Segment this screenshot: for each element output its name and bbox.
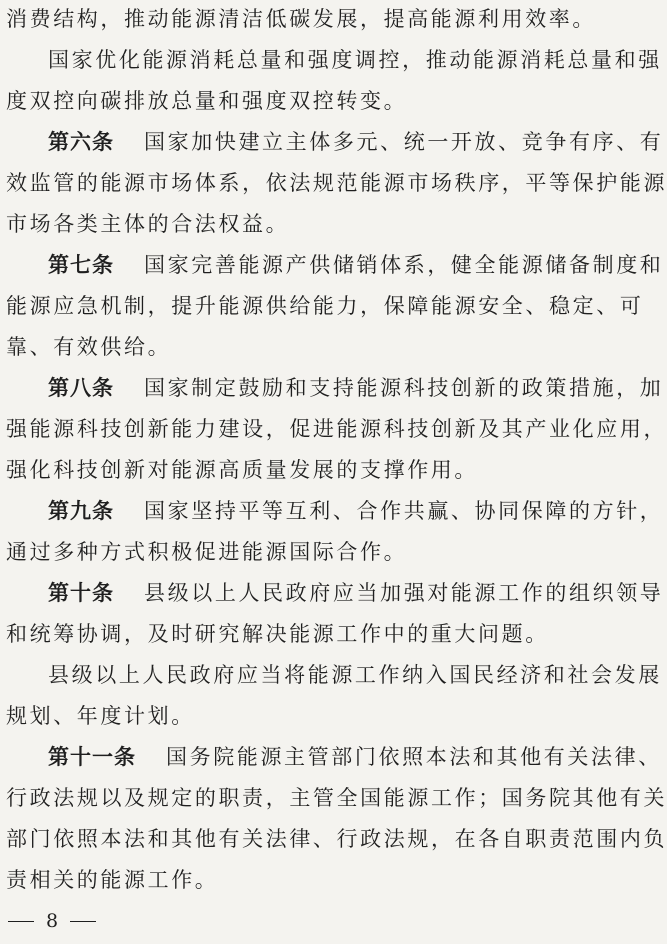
article-number: 第六条 — [48, 130, 114, 154]
text-line — [48, 371, 664, 405]
right-dash — [70, 921, 96, 922]
text-line — [6, 863, 618, 897]
line-text: 通过多种方式积极促进能源国际合作。 — [6, 540, 408, 564]
line-text: 靠、有效供给。 — [6, 335, 172, 359]
page-number: 8 — [46, 910, 59, 932]
line-text: 能 源 应 急 机 制 ， 提 升 能 源 供 给 能 力 ， 保 障 能 源 安 全 、 稳 定 、 可 — [6, 294, 644, 318]
line-text: 行 政 法 规 以 及 规 定 的 职 责 ， 主 管 全 国 能 源 工 作 ； 国 务 院 其 他 有 关 — [6, 786, 667, 810]
text-line — [6, 699, 618, 733]
text-line — [6, 781, 667, 815]
line-text: 责相关的能源工作。 — [6, 868, 219, 892]
text-line — [48, 740, 662, 774]
line-text: 国 家 坚 持 平 等 互 利 、 合 作 共 赢 、 协 同 保 障 的 方 针 ， — [144, 499, 664, 523]
article-number: 第八条 — [48, 376, 114, 400]
text-line — [48, 658, 662, 692]
line-text: 度双控向碳排放总量和强度双控转变。 — [6, 89, 408, 113]
line-text: 规划、年度计划。 — [6, 704, 195, 728]
line-text: 县 级 以 上 人 民 政 府 应 当 加 强 对 能 源 工 作 的 组 织 领 导 — [144, 581, 664, 605]
text-line — [48, 576, 664, 610]
text-line — [48, 494, 664, 528]
text-line — [6, 535, 618, 569]
line-text: 效 监 管 的 能 源 市 场 体 系 ， 依 法 规 范 能 源 市 场 秩 序 ， 平 等 保 护 能 源 — [6, 171, 667, 195]
text-line — [48, 248, 664, 282]
line-text: 强 能 源 科 技 创 新 能 力 建 设 ， 促 进 能 源 科 技 创 新 及 其 产 业 化 应 用 ， — [6, 417, 667, 441]
line-text: 和统筹协调，及时研究解决能源工作中的重大问题。 — [6, 622, 549, 646]
article-number: 第十条 — [48, 581, 114, 605]
text-line — [6, 84, 618, 118]
line-text: 消费结构，推动能源清洁低碳发展，提高能源利用效率。 — [6, 7, 596, 31]
line-text: 市场各类主体的合法权益。 — [6, 212, 290, 236]
line-text: 国 务 院 能 源 主 管 部 门 依 照 本 法 和 其 他 有 关 法 律 、 — [166, 745, 662, 769]
page-footer — [8, 906, 96, 936]
line-text: 部 门 依 照 本 法 和 其 他 有 关 法 律 、 行 政 法 规 ， 在 各 自 职 责 范 围 内 负 — [6, 827, 667, 851]
text-line — [48, 43, 662, 77]
text-line — [6, 453, 618, 487]
article-number: 第九条 — [48, 499, 114, 523]
text-line — [6, 207, 618, 241]
line-text: 县 级 以 上 人 民 政 府 应 当 将 能 源 工 作 纳 入 国 民 经 济 和 社 会 发 展 — [48, 663, 662, 687]
text-line — [6, 330, 618, 364]
text-line — [6, 289, 644, 323]
text-line — [6, 822, 667, 856]
text-line — [6, 617, 618, 651]
text-line — [6, 2, 618, 36]
line-text: 国 家 制 定 鼓 励 和 支 持 能 源 科 技 创 新 的 政 策 措 施 ， 加 — [144, 376, 664, 400]
left-dash — [8, 921, 34, 922]
article-number: 第七条 — [48, 253, 114, 277]
article-number: 第十一条 — [48, 745, 136, 769]
line-text: 国 家 加 快 建 立 主 体 多 元 、 统 一 开 放 、 竞 争 有 序 、 有 — [144, 130, 664, 154]
line-text: 国 家 优 化 能 源 消 耗 总 量 和 强 度 调 控 ， 推 动 能 源 消 耗 总 量 和 强 — [48, 48, 662, 72]
text-line — [48, 125, 664, 159]
line-text: 强化科技创新对能源高质量发展的支撑作用。 — [6, 458, 478, 482]
text-line — [6, 412, 667, 446]
line-text: 国 家 完 善 能 源 产 供 储 销 体 系 ， 健 全 能 源 储 备 制 度 和 — [144, 253, 664, 277]
text-line — [6, 166, 667, 200]
